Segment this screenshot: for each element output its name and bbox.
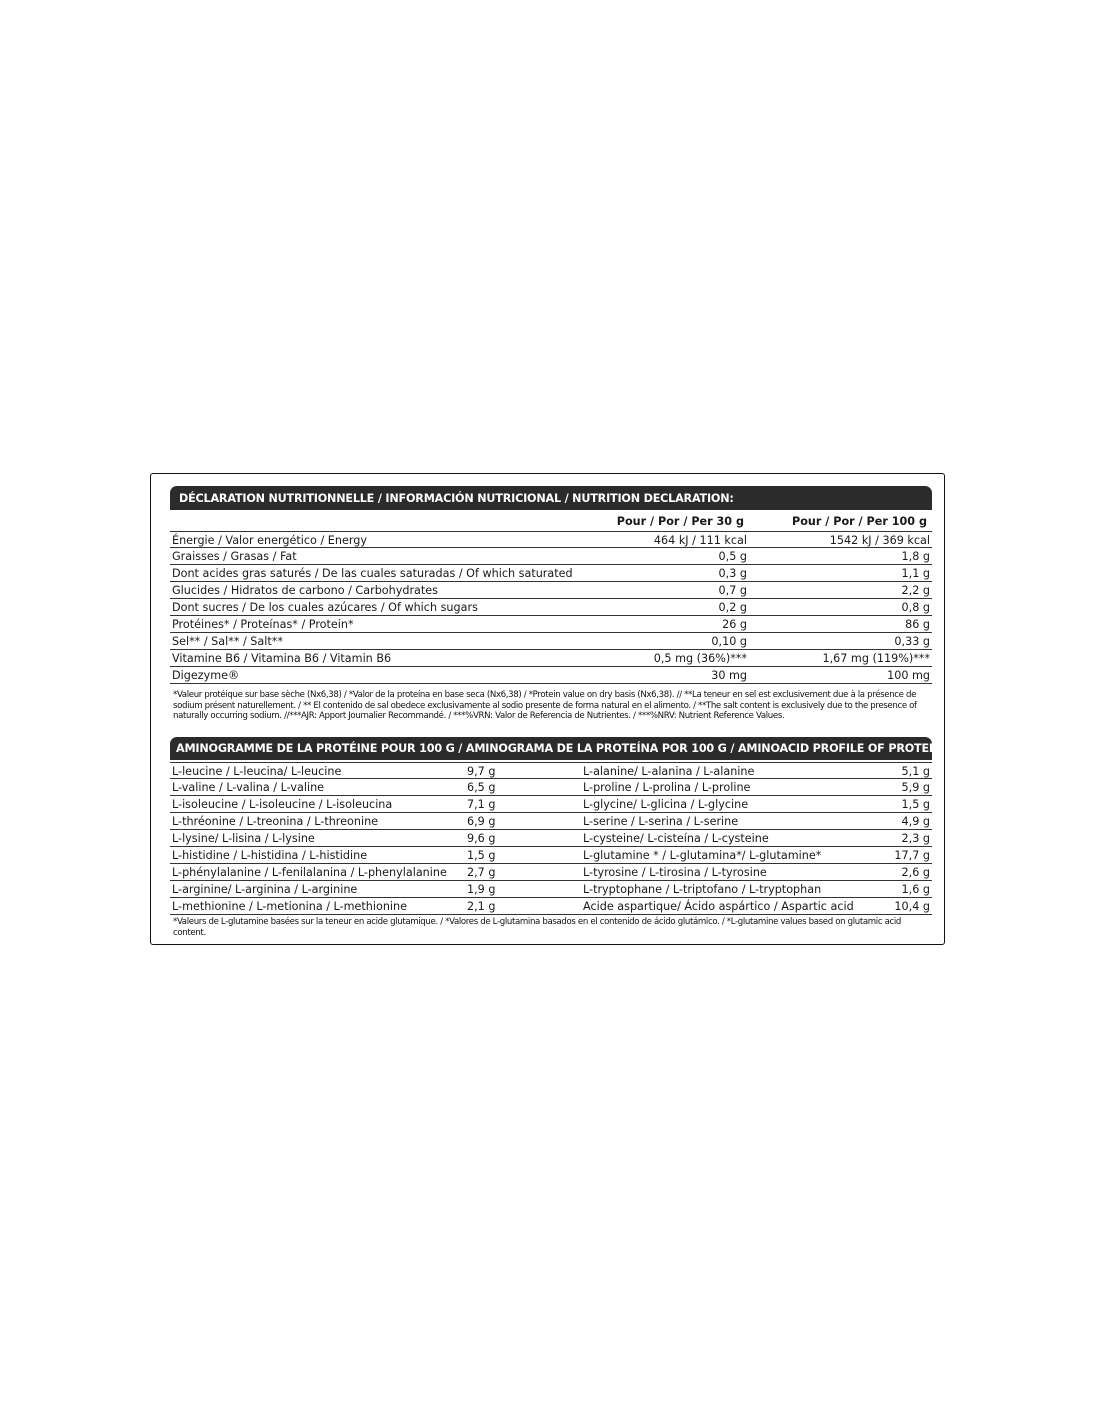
nutrition-row bbox=[170, 650, 932, 667]
amino-value: 2,1 g bbox=[467, 900, 496, 913]
amino-value: 10,4 g bbox=[894, 900, 930, 913]
nutrition-row bbox=[170, 633, 932, 650]
nutrition-row bbox=[170, 599, 932, 616]
amino-value: 2,7 g bbox=[467, 866, 496, 879]
amino-name: L-methionine / L-metionina / L-methionine bbox=[172, 900, 408, 913]
value-per-30g: 0,5 mg (36%)*** bbox=[653, 652, 747, 665]
amino-value: 6,9 g bbox=[467, 815, 496, 828]
amino-row bbox=[170, 864, 932, 881]
nutrient-name: Dont sucres / De los cuales azúcares / Of which sugars bbox=[172, 601, 478, 614]
amino-row bbox=[170, 796, 932, 813]
nutrition-declaration-header: DÉCLARATION NUTRITIONNELLE / INFORMACIÓN NUTRICIONAL / NUTRITION DECLARATION: bbox=[170, 486, 932, 510]
value-per-30g: 464 kJ / 111 kcal bbox=[653, 534, 747, 547]
amino-value: 2,6 g bbox=[901, 866, 930, 879]
amino-value: 1,6 g bbox=[901, 883, 930, 896]
amino-profile-header: AMINOGRAMME DE LA PROTÉINE POUR 100 G / AMINOGRAMA DE LA PROTEÍNA POR 100 G / AMINOACID PROFILE OF PROTEIN PER 100 G : bbox=[170, 737, 932, 760]
amino-name: L-leucine / L-leucina/ L-leucine bbox=[172, 765, 342, 778]
value-per-30g: 0,10 g bbox=[711, 635, 747, 648]
amino-value: 5,1 g bbox=[901, 765, 930, 778]
nutrient-name: Glucides / Hidratos de carbono / Carbohydrates bbox=[172, 584, 439, 597]
value-per-100g: 100 mg bbox=[887, 669, 930, 682]
amino-footnote: *Valeurs de L-glutamine basées sur la teneur en acide glutamique. / *Valores de L-glutamina basados en el contenido de ácido glutámico. / *L-glutamine values based on glutamic acid content. bbox=[173, 917, 902, 938]
nutrition-row bbox=[170, 548, 932, 565]
nutrient-name: Graisses / Grasas / Fat bbox=[172, 550, 297, 563]
value-per-100g: 1542 kJ / 369 kcal bbox=[829, 534, 930, 547]
value-per-30g: 0,2 g bbox=[718, 601, 747, 614]
amino-name: L-lysine/ L-lisina / L-lysine bbox=[172, 832, 315, 845]
amino-value: 9,7 g bbox=[467, 765, 496, 778]
amino-value: 5,9 g bbox=[901, 781, 930, 794]
amino-row bbox=[170, 830, 932, 847]
value-per-100g: 0,8 g bbox=[901, 601, 930, 614]
column-header-per-30g: Pour / Por / Per 30 g bbox=[616, 515, 744, 528]
amino-value: 9,6 g bbox=[467, 832, 496, 845]
amino-value: 7,1 g bbox=[467, 798, 496, 811]
amino-name: L-isoleucine / L-isoleucine / L-isoleucina bbox=[172, 798, 393, 811]
nutrition-row bbox=[170, 667, 932, 684]
value-per-100g: 1,1 g bbox=[901, 567, 930, 580]
amino-value: 17,7 g bbox=[894, 849, 930, 862]
nutrition-footnote: *Valeur protéique sur base sèche (Nx6,38) / *Valor de la proteína en base seca (Nx6,38) / *Protein value on dry basis (Nx6,38). // **La teneur en sel est exclusivement due à la présence de sodium présent naturellement. / ** El contenido de sal obedece exclusivamente al sodio presente de forma natural en el alimento. / **The salt content is exclusively due to the presence of naturally occurring sodium. //***AJR: Apport Journalier Recommandé. / ***%VRN: Valor de Referencia de Nutrientes. / ***%NRV: Nutrient Reference Values. bbox=[173, 690, 917, 722]
amino-row bbox=[170, 847, 932, 864]
amino-row bbox=[170, 779, 932, 796]
amino-row bbox=[170, 881, 932, 898]
amino-value: 1,5 g bbox=[467, 849, 496, 862]
value-per-100g: 1,67 mg (119%)*** bbox=[822, 652, 930, 665]
column-header-per-100g: Pour / Por / Per 100 g bbox=[792, 515, 927, 528]
nutrition-row bbox=[170, 582, 932, 599]
amino-name: Acide aspartique/ Ácido aspártico / Aspartic acid bbox=[583, 900, 854, 913]
amino-name: L-cysteine/ L-cisteína / L-cysteine bbox=[583, 832, 769, 845]
amino-value: 6,5 g bbox=[467, 781, 496, 794]
amino-value: 1,9 g bbox=[467, 883, 496, 896]
nutrient-name: Digezyme® bbox=[172, 669, 240, 682]
amino-name: L-thréonine / L-treonina / L-threonine bbox=[172, 815, 379, 828]
value-per-100g: 0,33 g bbox=[894, 635, 930, 648]
amino-name: L-alanine/ L-alanina / L-alanine bbox=[583, 765, 755, 778]
amino-name: L-glutamine * / L-glutamina*/ L-glutamine* bbox=[583, 849, 822, 862]
amino-name: L-valine / L-valina / L-valine bbox=[172, 781, 325, 794]
value-per-30g: 30 mg bbox=[711, 669, 747, 682]
amino-name: L-histidine / L-histidina / L-histidine bbox=[172, 849, 368, 862]
value-per-30g: 0,5 g bbox=[718, 550, 747, 563]
value-per-100g: 2,2 g bbox=[901, 584, 930, 597]
amino-row bbox=[170, 813, 932, 830]
amino-value: 1,5 g bbox=[901, 798, 930, 811]
amino-name: L-tryptophane / L-triptofano / L-tryptophan bbox=[583, 883, 822, 896]
amino-name: L-proline / L-prolina / L-proline bbox=[583, 781, 751, 794]
amino-name: L-glycine/ L-glicina / L-glycine bbox=[583, 798, 749, 811]
value-per-30g: 0,7 g bbox=[718, 584, 747, 597]
nutrient-name: Vitamine B6 / Vitamina B6 / Vitamin B6 bbox=[172, 652, 392, 665]
amino-row bbox=[170, 762, 932, 779]
nutrition-label bbox=[150, 473, 1017, 945]
nutrient-name: Dont acides gras saturés / De las cuales saturadas / Of which saturated bbox=[172, 567, 573, 580]
amino-row bbox=[170, 898, 932, 915]
nutrient-name: Énergie / Valor energético / Energy bbox=[172, 534, 367, 547]
nutrient-name: Protéines* / Proteínas* / Protein* bbox=[172, 618, 354, 631]
amino-name: L-arginine/ L-arginina / L-arginine bbox=[172, 883, 358, 896]
amino-value: 2,3 g bbox=[901, 832, 930, 845]
value-per-30g: 0,3 g bbox=[718, 567, 747, 580]
nutrient-name: Sel** / Sal** / Salt** bbox=[172, 635, 283, 648]
amino-name: L-serine / L-serina / L-serine bbox=[583, 815, 739, 828]
value-per-100g: 1,8 g bbox=[901, 550, 930, 563]
value-per-100g: 86 g bbox=[905, 618, 930, 631]
nutrition-row bbox=[170, 565, 932, 582]
amino-name: L-tyrosine / L-tirosina / L-tyrosine bbox=[583, 866, 767, 879]
nutrition-row bbox=[170, 616, 932, 633]
value-per-30g: 26 g bbox=[722, 618, 747, 631]
amino-name: L-phénylalanine / L-fenilalanina / L-phenylalanine bbox=[172, 866, 447, 879]
nutrition-row bbox=[170, 531, 932, 548]
amino-value: 4,9 g bbox=[901, 815, 930, 828]
